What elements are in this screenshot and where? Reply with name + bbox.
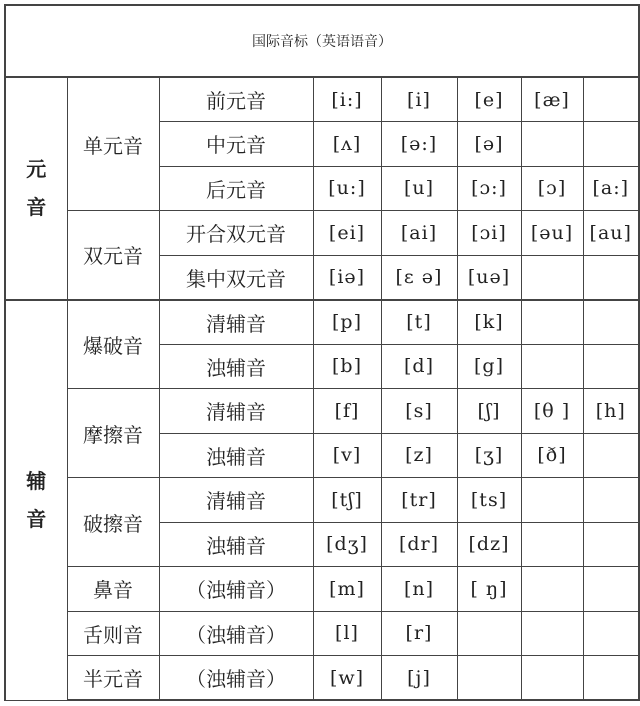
consonant-group-label: 舌则音 <box>67 611 159 656</box>
phonetic-symbol-cell: [m] <box>313 567 381 612</box>
phonetic-symbol-cell <box>583 122 639 167</box>
phonetic-symbol-cell: [ʒ] <box>457 433 521 478</box>
consonant-group-label: 半元音 <box>67 656 159 701</box>
phonetic-symbol-cell <box>583 611 639 656</box>
phonetic-symbol-cell <box>521 478 583 523</box>
phonetic-symbol-cell: [dr] <box>381 522 457 567</box>
phonetic-symbol-cell: [e] <box>457 77 521 122</box>
vowel-row-desc: 集中双元音 <box>159 255 313 300</box>
phonetic-symbol-cell <box>521 522 583 567</box>
phonetic-symbol-cell <box>521 122 583 167</box>
phonetic-symbol-cell <box>521 567 583 612</box>
phonetic-symbol-cell: [f] <box>313 389 381 434</box>
phonetic-symbol-cell: [z] <box>381 433 457 478</box>
phonetic-symbol-cell: [ei] <box>313 211 381 256</box>
consonant-row <box>5 656 639 701</box>
consonant-row-desc: （浊辅音） <box>159 611 313 656</box>
phonetic-symbol-cell <box>583 567 639 612</box>
consonant-row-desc: 浊辅音 <box>159 522 313 567</box>
phonetic-symbol-cell: [ai] <box>381 211 457 256</box>
vowel-row-desc: 开合双元音 <box>159 211 313 256</box>
phonetic-symbol-cell: [əu] <box>521 211 583 256</box>
consonant-row <box>5 300 639 345</box>
consonant-group-label: 破擦音 <box>67 478 159 567</box>
vowel-row <box>5 77 639 122</box>
vowel-row-desc: 前元音 <box>159 77 313 122</box>
vowel-row-desc: 后元音 <box>159 166 313 211</box>
phonetic-symbol-cell: [ɛ ə] <box>381 255 457 300</box>
phonetic-symbol-cell <box>521 255 583 300</box>
phonetic-symbol-cell: [ts] <box>457 478 521 523</box>
phonetic-symbol-cell: [ə] <box>457 122 521 167</box>
phonetic-symbol-cell <box>457 611 521 656</box>
consonant-row <box>5 478 639 523</box>
phonetic-symbol-cell <box>521 300 583 345</box>
phonetic-symbol-cell: [dz] <box>457 522 521 567</box>
phonetic-symbol-cell <box>583 478 639 523</box>
phonetic-symbol-cell: [ʃ] <box>457 389 521 434</box>
phonetic-symbol-cell: [ə:] <box>381 122 457 167</box>
consonant-label-char: 辅 <box>26 469 47 493</box>
phonetic-symbol-cell: [θ ] <box>521 389 583 434</box>
phonetic-symbol-cell: [ɔ:] <box>457 166 521 211</box>
vowel-row <box>5 211 639 256</box>
consonant-group-label: 爆破音 <box>67 300 159 389</box>
consonant-group-label: 摩擦音 <box>67 389 159 478</box>
phonetic-symbol-cell: [dʒ] <box>313 522 381 567</box>
phonetic-symbol-cell: [ð] <box>521 433 583 478</box>
phonetic-symbol-cell: [g] <box>457 344 521 389</box>
phonetic-symbol-cell: [a:] <box>583 166 639 211</box>
vowel-group-label: 单元音 <box>67 77 159 211</box>
phonetic-symbol-cell: [tʃ] <box>313 478 381 523</box>
phonetic-symbol-cell <box>583 656 639 701</box>
phonetic-symbol-cell: [ɔ] <box>521 166 583 211</box>
phonetic-symbol-cell <box>583 522 639 567</box>
phonetic-symbol-cell: [i] <box>381 77 457 122</box>
vowel-label <box>5 77 67 300</box>
vowel-label-char: 元 <box>26 157 47 182</box>
ipa-chart-table <box>4 4 640 701</box>
vowel-row-desc: 中元音 <box>159 122 313 167</box>
phonetic-symbol-cell: [tr] <box>381 478 457 523</box>
phonetic-symbol-cell: [ʌ] <box>313 122 381 167</box>
consonant-row-desc: （浊辅音） <box>159 656 313 701</box>
consonant-row-desc: 浊辅音 <box>159 433 313 478</box>
phonetic-symbol-cell: [au] <box>583 211 639 256</box>
phonetic-symbol-cell: [j] <box>381 656 457 701</box>
phonetic-symbol-cell: [r] <box>381 611 457 656</box>
phonetic-symbol-cell: [b] <box>313 344 381 389</box>
consonant-row-desc: 浊辅音 <box>159 344 313 389</box>
phonetic-symbol-cell: [æ] <box>521 77 583 122</box>
phonetic-symbol-cell <box>521 656 583 701</box>
phonetic-symbol-cell: [uə] <box>457 255 521 300</box>
phonetic-symbol-cell: [iə] <box>313 255 381 300</box>
phonetic-symbol-cell <box>583 433 639 478</box>
phonetic-symbol-cell: [p] <box>313 300 381 345</box>
phonetic-symbol-cell: [l] <box>313 611 381 656</box>
phonetic-symbol-cell <box>583 255 639 300</box>
phonetic-symbol-cell: [u] <box>381 166 457 211</box>
phonetic-symbol-cell: [t] <box>381 300 457 345</box>
consonant-row-desc: （浊辅音） <box>159 567 313 612</box>
consonant-row-desc: 清辅音 <box>159 478 313 523</box>
phonetic-symbol-cell: [i:] <box>313 77 381 122</box>
consonant-row <box>5 611 639 656</box>
phonetic-symbol-cell: [ ŋ] <box>457 567 521 612</box>
consonant-label-char: 音 <box>26 507 47 531</box>
phonetic-symbol-cell <box>583 300 639 345</box>
phonetic-symbol-cell <box>583 344 639 389</box>
phonetic-symbol-cell: [s] <box>381 389 457 434</box>
phonetic-symbol-cell: [h] <box>583 389 639 434</box>
phonetic-symbol-cell: [k] <box>457 300 521 345</box>
phonetic-symbol-cell <box>583 77 639 122</box>
consonant-row-desc: 清辅音 <box>159 389 313 434</box>
consonant-label <box>5 300 67 701</box>
vowel-label-char: 音 <box>26 195 47 220</box>
chart-title: 国际音标（英语语音） <box>5 5 639 77</box>
consonant-row <box>5 389 639 434</box>
consonant-row <box>5 567 639 612</box>
phonetic-symbol-cell <box>457 656 521 701</box>
phonetic-symbol-cell: [u:] <box>313 166 381 211</box>
consonant-row-desc: 清辅音 <box>159 300 313 345</box>
vowel-group-label: 双元音 <box>67 211 159 300</box>
phonetic-symbol-cell: [d] <box>381 344 457 389</box>
phonetic-symbol-cell <box>521 344 583 389</box>
phonetic-symbol-cell: [w] <box>313 656 381 701</box>
phonetic-symbol-cell <box>521 611 583 656</box>
consonant-group-label: 鼻音 <box>67 567 159 612</box>
phonetic-symbol-cell: [v] <box>313 433 381 478</box>
phonetic-symbol-cell: [ɔi] <box>457 211 521 256</box>
phonetic-symbol-cell: [n] <box>381 567 457 612</box>
